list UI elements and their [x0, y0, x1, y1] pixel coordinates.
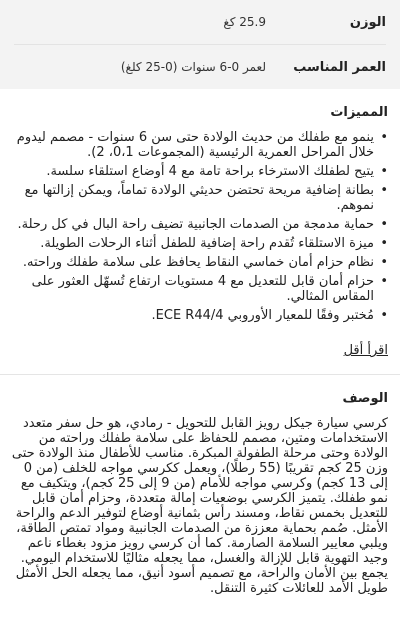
feature-item: • حماية مدمجة من الصدمات الجانبية تضيف راحة البال في كل رحلة. — [8, 217, 388, 232]
spec-row-age — [14, 44, 386, 89]
features-title: المميزات — [330, 105, 388, 120]
feature-item: • مُختبر وفقًا للمعيار الأوروبي ECE R44/4. — [8, 308, 388, 323]
description-title: الوصف — [342, 391, 388, 406]
features-list — [0, 130, 400, 323]
spec-value: لعمر 0-6 سنوات (0-25 كلغ) — [120, 60, 266, 74]
feature-item: • ينمو مع طفلك من حديث الولادة حتى سن 6 سنوات - مصمم ليدوم خلال المراحل العمرية الرئيسية (المجموعات 0،1، 2). — [8, 130, 388, 160]
spec-row-weight — [14, 0, 386, 44]
feature-item: • بطانة إضافية مريحة تحتضن حديثي الولادة تماماً، ويمكن إزالتها مع نموهم. — [8, 183, 388, 213]
read-less-link[interactable]: اقرأ أقل — [343, 343, 388, 358]
spec-value: 25.9 كغ — [223, 15, 266, 29]
feature-item: • يتيح لطفلك الاسترخاء براحة تامة مع 4 أوضاع استلقاء سلسة. — [8, 164, 388, 179]
spec-table — [0, 0, 400, 89]
description-text: كرسي سيارة جيكل رويز القابل للتحويل - رمادي، هو حل سفر متعدد الاستخدامات ومتين، مصمم للحفاظ على سلامة طفلك وراحته من الولادة وحتى مرحلة الطفولة المبكرة. مناسب للأطفال منذ الولادة حتى وزن 25 كجم تقريبًا (55 رطلًا)، ويعمل ككرسي مواجه للخلف (من 0 إلى 13 كجم) وكرسي مواجه للأمام (من 9 إلى 25 كجم)، ويتكيف مع نمو طفلك. يتميز الكرسي بوضعيات إمالة متعددة، وحزام أمان قابل للتعديل بخمس نقاط، ومسند رأس بثمانية أوضاع لتوفير الدعم والراحة الأمثل. صُمم بحماية معززة من الصدمات الجانبية ومواد تمتص الطاقة، ويلبي معايير السلامة الصارمة. كما أن كرسي رويز مزود بغطاء ناعم وجيد التهوية قابل للإزالة والغسل، مما يجعله مثاليًا للاستخدام اليومي. يجمع بين الأمان والراحة، مع تصميم أسود أنيق، مما يجعله الحل الأمثل طويل الأمد للعائلات كثيرة التنقل. — [11, 416, 388, 596]
feature-item: • نظام حزام أمان خماسي النقاط يحافظ على سلامة طفلك وراحته. — [8, 255, 388, 270]
feature-item: • ميزة الاستلقاء تُقدم راحة إضافية للطفل أثناء الرحلات الطويلة. — [8, 236, 388, 251]
spec-label: الوزن — [349, 14, 386, 30]
feature-item: • حزام أمان قابل للتعديل مع 4 مستويات ارتفاع تُسهّل العثور على المقاس المثالي. — [8, 274, 388, 304]
spec-label: العمر المناسب — [293, 59, 386, 75]
